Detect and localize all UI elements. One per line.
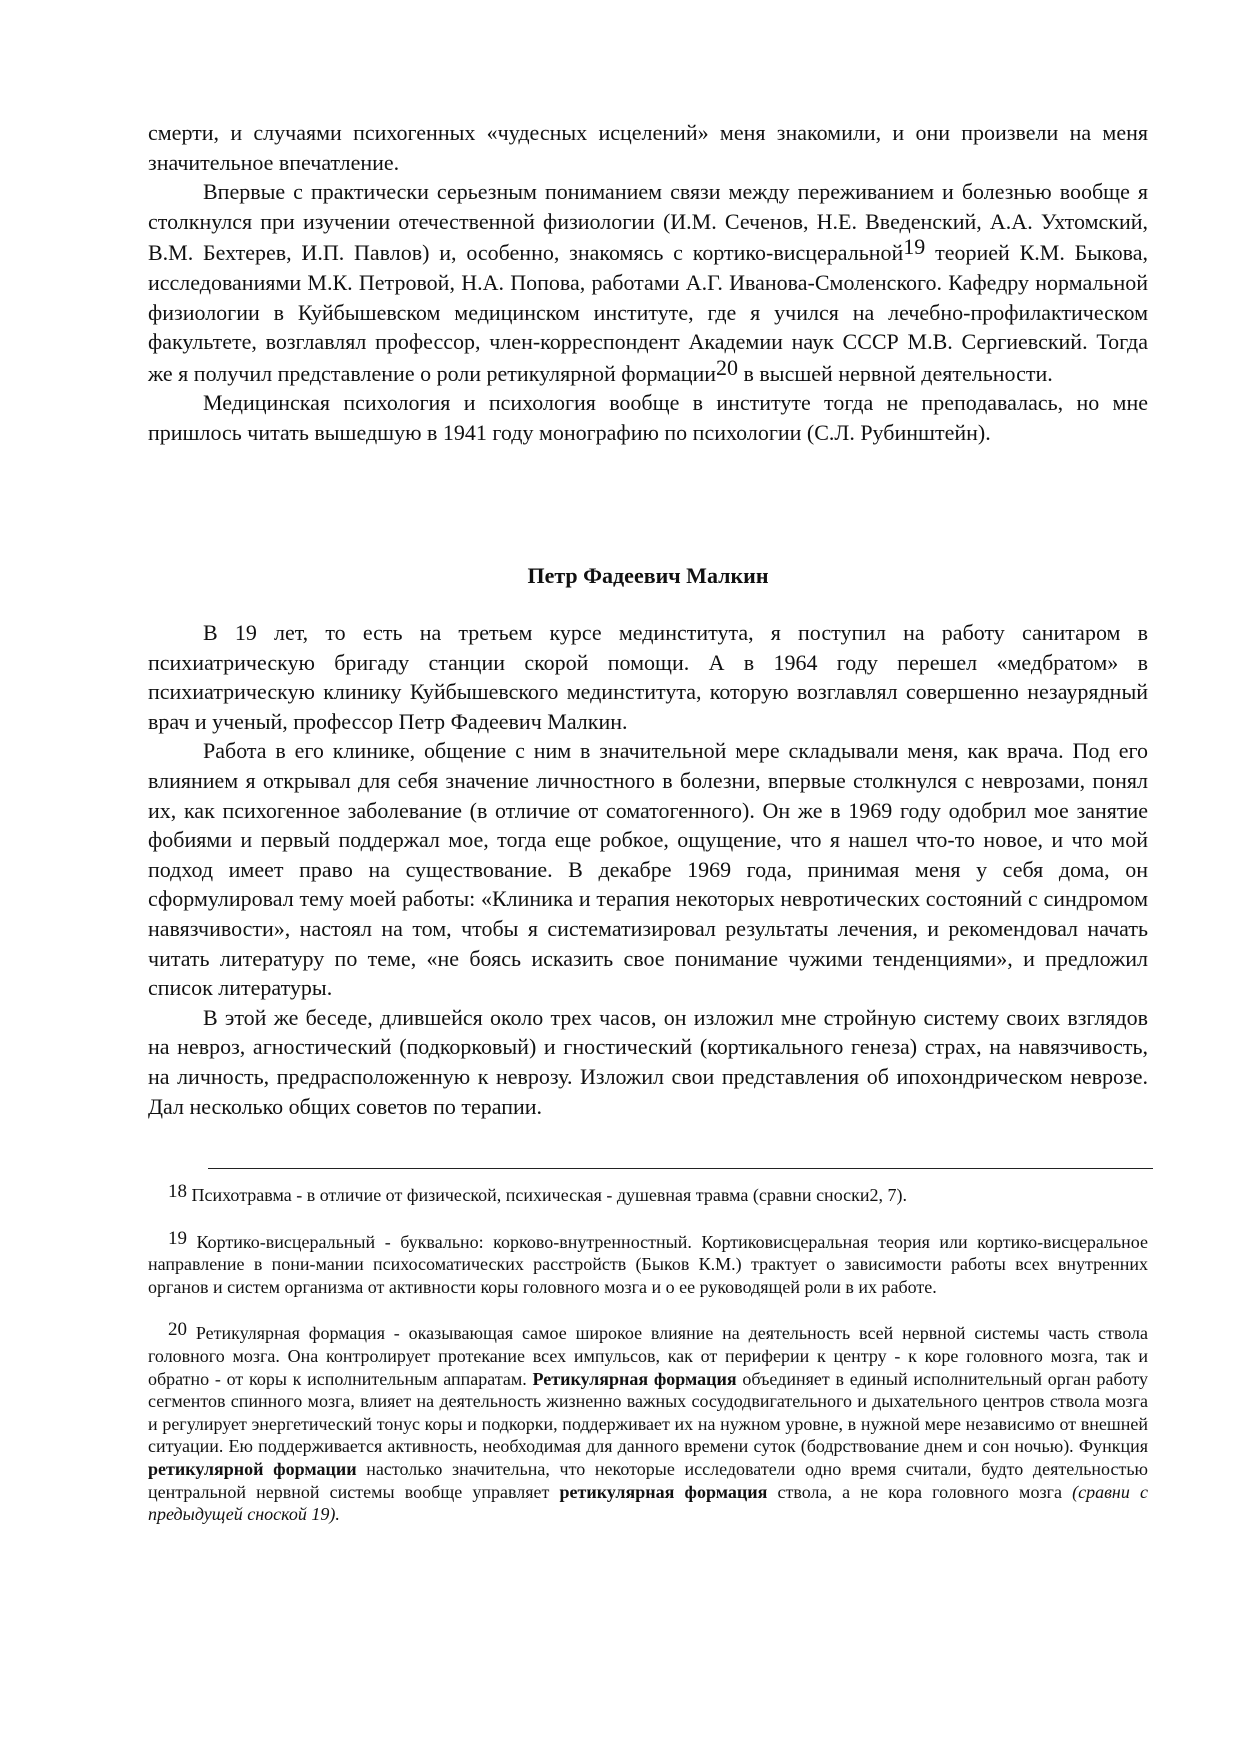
footnote-20-number: 20 bbox=[168, 1319, 187, 1341]
footnote-19 bbox=[148, 1229, 1148, 1299]
document-page bbox=[148, 118, 1149, 1525]
paragraph-physiology bbox=[148, 177, 1148, 388]
paragraph-malkin-clinic: Работа в его клинике, общение с ним в значительной мере складывали меня, как врача. Под его влиянием я открывал для себя значение личностного в болезни, впервые столкнулся с неврозами, понял их, как психогенное заболевание (в отличие от соматогенного). Он же в 1969 году одобрил мое занятие фобиями и первый поддержал мое, тогда еще робкое, ощущение, что я нашел что-то новое, и что мой подход имеет право на существование. В декабре 1969 года, принимая меня у себя дома, он сформулировал тему моей работы: «Клиника и терапия некоторых невротических состояний с синдромом навязчивости», настоял на том, чтобы я систематизировал результаты лечения, и рекомендовал начать читать литературу по теме, «не боясь исказить свое понимание чужими тенденциями», и предложил список литературы. bbox=[148, 738, 1148, 1001]
footnote-20-bold-term-3: ретикулярная формация bbox=[559, 1481, 768, 1502]
paragraph-malkin-intro: В 19 лет, то есть на третьем курсе мединститута, я поступил на работу санитаром в психиатрическую бригаду станции скорой помощи. А в 1964 году перешел «медбратом» в психиатрическую клинику Куйбышевского мединститута, которую возглавлял совершенно незаурядный врач и ученый, профессор Петр Фадеевич Малкин. bbox=[148, 620, 1148, 734]
footnote-20-text-c: объединяет в единый исполнительный орган работу сегментов спинного мозга, влияет на деятельность жизненно важных сосудодвигательного и дыхательного центров ствола мозга и регулирует энергетический тонус коры и подкорки, поддерживает их на нужном уровне, в нужной мере независимо от внешней ситуации. Ею поддерживается активность, необходимая для данного времени суток (бодрствование днем и сон ночью). Функция bbox=[148, 1368, 1149, 1457]
paragraph-physiology-part-c: в высшей нервной деятельности. bbox=[738, 360, 1053, 386]
footnote-20-bold-term-1: Ретикулярная формация bbox=[532, 1368, 737, 1389]
footnote-20 bbox=[148, 1320, 1148, 1525]
footnote-ref-20[interactable]: 20 bbox=[716, 354, 739, 380]
paragraph-psychology: Медицинская психология и психология вообще в институте тогда не преподавалась, но мне пришлось читать вышедшую в 1941 году монографию по психологии (С.Л. Рубинштейн). bbox=[148, 390, 1148, 445]
footnote-20-italic-reference: (сравни с предыдущей сноской 19). bbox=[148, 1481, 1148, 1525]
footnote-18-text: Психотравма - в отличие от физической, психическая - душевная травма (сравни сноски2, 7). bbox=[187, 1185, 907, 1205]
paragraph-physiology-part-a: Впервые с практически серьезным пониманием связи между переживанием и болезнью вообще я столкнулся при изучении отечественной физиологии (И.М. Сеченов, Н.Е. Введенский, А.А. Ухтомский, В.М. Бехтерев, И.П. Павлов) и, особенно, знакомясь с кортико-висцеральной bbox=[148, 179, 1148, 266]
footnote-18-number: 18 bbox=[168, 1181, 187, 1202]
paragraph-physiology-part-b: теорией К.М. Быкова, исследованиями М.К. Петровой, Н.А. Попова, работами А.Г. Иванова-Смоленского. Кафедру нормальной физиологии в Куйбышевском медицинском институте, где я учился на лечебно-профилактическом факультете, возглавлял профессор, член-корреспондент Академии наук СССР М.В. Сергиевский. Тогда же я получил представление о роли ретикулярной формации bbox=[148, 240, 1148, 386]
footnote-20-text-a: Ретикулярная формация - оказывающая самое широкое влияние на деятельность всей нервной системы часть ствола головного мозга. Она контролирует протекание всех импульсов, как от периферии к центру - к коре головного мозга, так и обратно - от коры к исполнительным аппаратам. bbox=[148, 1323, 1148, 1389]
paragraph-malkin-conversation: В этой же беседе, длившейся около трех часов, он изложил мне стройную систему своих взглядов на невроз, агностический (подкорковый) и гностический (кортикального генеза) страх, на навязчивость, на личность, предрасположенную к неврозу. Изложил свои представления об ипохондрическом неврозе. Дал несколько общих советов по терапии. bbox=[148, 1004, 1148, 1119]
footnote-19-number: 19 bbox=[168, 1227, 187, 1249]
footnote-20-text-g: ствола, а не кора головного мозга bbox=[767, 1481, 1073, 1502]
section-heading: Петр Фадеевич Малкин bbox=[527, 563, 769, 588]
footnote-18 bbox=[148, 1182, 1148, 1207]
footnotes bbox=[148, 1182, 1148, 1526]
paragraph-continuation: смерти, и случаями психогенных «чудесных исцелений» меня знакомили, и они произвели на меня значительное впечатление. bbox=[148, 120, 1148, 175]
footnote-ref-19[interactable]: 19 bbox=[903, 234, 926, 260]
footnote-20-text-e: настолько значительна, что некоторые исследователи одно время считали, будто деятельностью центральной нервной системы вообще управляет bbox=[148, 1458, 1149, 1502]
footnote-20-bold-term-2: ретикулярной формации bbox=[148, 1458, 357, 1479]
section-body bbox=[148, 618, 1148, 1121]
footnote-19-text: Кортико-висцеральный - буквально: корково-внутренностный. Кортиковисцеральная теория или кортико-висцеральное направление в пони-мании психосоматических расстройств (Быков К.М.) трактует о зависимости работы всех внутренних органов и систем организма от активности коры головного мозга и о ее руководящей роли в их работе. bbox=[148, 1231, 1148, 1297]
footnote-divider bbox=[208, 1168, 1153, 1169]
